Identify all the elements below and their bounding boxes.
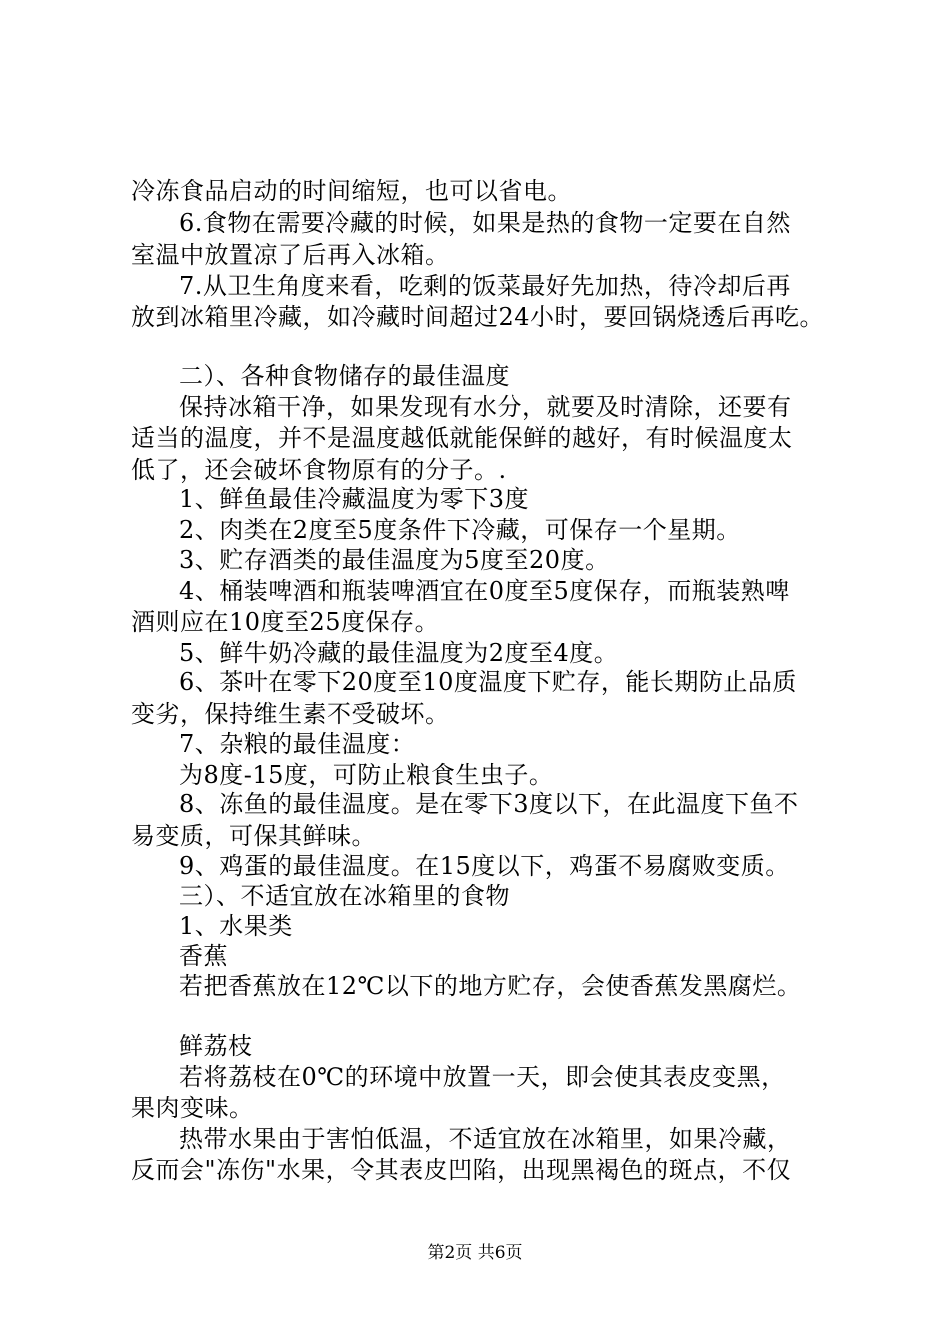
subheading: 鲜荔枝 <box>179 1032 253 1060</box>
text-line: 易变质，可保其鲜味。 <box>131 822 376 850</box>
text-line: 6.食物在需要冷藏的时候，如果是热的食物一定要在自然 <box>179 209 791 237</box>
text-line: 变劣，保持维生素不受破坏。 <box>131 700 450 728</box>
list-item: 5、鲜牛奶冷藏的最佳温度为2度至4度。 <box>179 639 619 667</box>
text-line: 适当的温度，并不是温度越低就能保鲜的越好，有时候温度太 <box>131 424 793 452</box>
text-line: 保持冰箱干净，如果发现有水分，就要及时清除，还要有 <box>179 393 792 421</box>
list-item: 2、肉类在2度至5度条件下冷藏，可保存一个星期。 <box>179 516 741 544</box>
list-item: 1、鲜鱼最佳冷藏温度为零下3度 <box>179 485 530 513</box>
text-line: 若将荔枝在0℃的环境中放置一天，即会使其表皮变黑， <box>179 1063 786 1091</box>
text-line: 放到冰箱里冷藏，如冷藏时间超过24小时，要回锅烧透后再吃。 <box>131 303 825 331</box>
list-item: 7、杂粮的最佳温度： <box>179 730 416 758</box>
text-line: 冷冻食品启动的时间缩短，也可以省电。 <box>131 177 572 205</box>
text-line: 酒则应在10度至25度保存。 <box>131 608 440 636</box>
text-line: 热带水果由于害怕低温，不适宜放在冰箱里，如果冷藏， <box>179 1125 792 1153</box>
page-footer: 第2页 共6页 <box>427 1243 523 1263</box>
section-heading: 三）、不适宜放在冰箱里的食物 <box>179 882 510 910</box>
list-item: 8、冻鱼的最佳温度。是在零下3度以下，在此温度下鱼不 <box>179 790 799 818</box>
section-heading: 二）、各种食物储存的最佳温度 <box>179 362 510 390</box>
text-line: 为8度-15度，可防止粮食生虫子。 <box>179 761 554 789</box>
list-item: 9、鸡蛋的最佳温度。在15度以下，鸡蛋不易腐败变质。 <box>179 852 790 880</box>
text-line: 7.从卫生角度来看，吃剩的饭菜最好先加热，待冷却后再 <box>179 272 791 300</box>
text-line: 若把香蕉放在12℃以下的地方贮存，会使香蕉发黑腐烂。 <box>179 972 802 1000</box>
list-item: 3、贮存酒类的最佳温度为5度至20度。 <box>179 546 610 574</box>
subheading: 1、水果类 <box>179 912 293 940</box>
text-line: 低了，还会破坏食物原有的分子。. <box>131 456 507 484</box>
subheading: 香蕉 <box>179 942 228 970</box>
list-item: 6、茶叶在零下20度至10度温度下贮存，能长期防止品质 <box>179 668 797 696</box>
text-line: 反而会"冻伤"水果，令其表皮凹陷，出现黑褐色的斑点，不仅 <box>131 1156 792 1184</box>
text-line: 室温中放置凉了后再入冰箱。 <box>131 241 450 269</box>
list-item: 4、桶装啤酒和瓶装啤酒宜在0度至5度保存，而瓶装熟啤 <box>179 577 790 605</box>
text-line: 果肉变味。 <box>131 1094 254 1122</box>
